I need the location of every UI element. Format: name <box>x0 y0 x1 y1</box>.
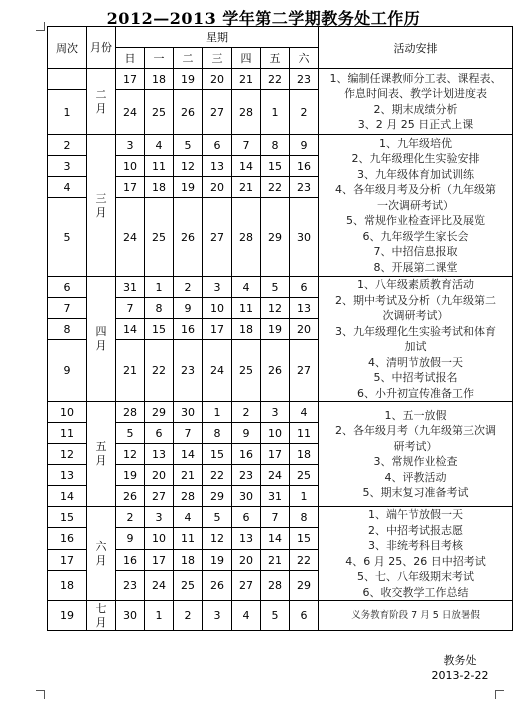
month-cell-mar <box>87 135 116 277</box>
week-cell: 17 <box>48 549 87 570</box>
day-cell: 12 <box>116 444 145 465</box>
day-cell: 8 <box>145 298 174 319</box>
day-cell: 16 <box>174 319 203 340</box>
day-cell: 18 <box>174 549 203 570</box>
activity-line: 2、期中考试及分析（九年级第二 <box>335 293 496 307</box>
day-cell: 2 <box>174 601 203 631</box>
activities-may <box>319 402 513 507</box>
activity-line: 研考试） <box>393 439 438 453</box>
day-cell: 24 <box>116 198 145 277</box>
month-cell-feb <box>87 69 116 135</box>
day-cell: 20 <box>145 465 174 486</box>
day-cell: 18 <box>145 69 174 90</box>
day-cell: 22 <box>261 177 290 198</box>
day-cell: 8 <box>203 423 232 444</box>
day-cell: 27 <box>232 571 261 601</box>
day-cell: 21 <box>232 69 261 90</box>
day-cell: 31 <box>116 277 145 298</box>
day-cell: 23 <box>174 340 203 402</box>
month-char: 月 <box>95 553 107 567</box>
day-cell: 16 <box>232 444 261 465</box>
day-cell: 7 <box>261 507 290 528</box>
day-cell: 11 <box>232 298 261 319</box>
day-cell: 4 <box>232 601 261 631</box>
day-cell: 24 <box>116 90 145 135</box>
activity-line: 一次调研考试） <box>377 198 454 212</box>
day-cell: 15 <box>145 319 174 340</box>
day-cell: 7 <box>232 135 261 156</box>
activity-line: 1、端午节放假一天 <box>368 508 463 521</box>
day-cell: 28 <box>116 402 145 423</box>
day-cell: 20 <box>232 549 261 570</box>
day-cell: 17 <box>261 444 290 465</box>
week-cell: 12 <box>48 444 87 465</box>
day-cell: 29 <box>145 402 174 423</box>
month-char: 月 <box>95 615 107 629</box>
header-month: 月份 <box>87 27 116 69</box>
day-cell: 25 <box>145 198 174 277</box>
activity-line: 3、非统考科目考核 <box>368 539 463 552</box>
day-cell: 3 <box>116 135 145 156</box>
day-cell: 29 <box>261 198 290 277</box>
day-cell: 22 <box>290 549 319 570</box>
day-cell: 5 <box>261 601 290 631</box>
activity-line: 6、九年级学生家长会 <box>362 229 469 243</box>
activity-line: 5、中招考试报名 <box>373 371 458 384</box>
day-cell: 28 <box>232 198 261 277</box>
day-cell: 25 <box>232 340 261 402</box>
table-row <box>48 69 513 90</box>
day-cell: 1 <box>261 90 290 135</box>
day-cell: 8 <box>261 135 290 156</box>
week-cell: 8 <box>48 319 87 340</box>
day-cell: 20 <box>203 177 232 198</box>
month-cell-jul <box>87 601 116 631</box>
day-cell: 1 <box>203 402 232 423</box>
header-activities: 活动安排 <box>319 27 513 69</box>
day-cell: 17 <box>116 177 145 198</box>
day-cell: 12 <box>261 298 290 319</box>
day-cell: 3 <box>145 507 174 528</box>
day-cell: 12 <box>174 156 203 177</box>
office-name: 教务处 <box>443 654 477 667</box>
day-cell: 6 <box>232 507 261 528</box>
activity-line: 3、2 月 25 日正式上课 <box>357 118 474 131</box>
day-cell: 3 <box>261 402 290 423</box>
day-cell: 17 <box>116 69 145 90</box>
day-cell: 28 <box>232 90 261 135</box>
day-cell: 30 <box>290 198 319 277</box>
weekday-wed: 三 <box>203 48 232 69</box>
day-cell: 19 <box>203 549 232 570</box>
day-cell: 22 <box>261 69 290 90</box>
day-cell: 2 <box>116 507 145 528</box>
week-cell: 6 <box>48 277 87 298</box>
week-cell: 18 <box>48 571 87 601</box>
day-cell: 11 <box>174 528 203 549</box>
activity-line: 1、八年级素质教育活动 <box>357 278 474 291</box>
day-cell: 8 <box>290 507 319 528</box>
day-cell: 18 <box>145 177 174 198</box>
activity-line: 加试 <box>404 340 427 353</box>
day-cell: 5 <box>261 277 290 298</box>
activities-jul <box>319 601 513 631</box>
day-cell: 4 <box>174 507 203 528</box>
week-cell: 16 <box>48 528 87 549</box>
month-char: 六 <box>95 539 107 553</box>
week-cell: 9 <box>48 340 87 402</box>
day-cell: 23 <box>116 571 145 601</box>
day-cell: 11 <box>290 423 319 444</box>
weekday-mon: 一 <box>145 48 174 69</box>
activity-line: 4、清明节放假一天 <box>368 355 463 369</box>
week-cell: 15 <box>48 507 87 528</box>
activities-jun <box>319 507 513 601</box>
activity-line: 义务教育阶段 7 月 5 日放暑假 <box>351 609 480 621</box>
day-cell: 23 <box>232 465 261 486</box>
day-cell: 4 <box>232 277 261 298</box>
table-row <box>48 507 513 528</box>
week-cell: 4 <box>48 177 87 198</box>
day-cell: 26 <box>116 486 145 507</box>
activity-line: 1、编制任课教师分工表、课程表、 <box>329 71 502 85</box>
day-cell: 14 <box>261 528 290 549</box>
day-cell: 24 <box>203 340 232 402</box>
activity-line: 2、中招考试报志愿 <box>368 523 463 537</box>
activity-line: 5、常规作业检查评比及展览 <box>346 214 485 228</box>
day-cell: 5 <box>174 135 203 156</box>
header-weekdays-group: 星期 <box>116 27 319 48</box>
day-cell: 24 <box>261 465 290 486</box>
week-cell <box>48 69 87 90</box>
month-char: 二 <box>95 87 107 101</box>
day-cell: 22 <box>203 465 232 486</box>
day-cell: 23 <box>290 69 319 90</box>
day-cell: 6 <box>145 423 174 444</box>
day-cell: 17 <box>145 549 174 570</box>
week-cell: 3 <box>48 156 87 177</box>
day-cell: 26 <box>261 340 290 402</box>
day-cell: 2 <box>232 402 261 423</box>
day-cell: 21 <box>232 177 261 198</box>
table-row <box>48 402 513 423</box>
activity-line: 4、6 月 25、26 日中招考试 <box>345 554 486 568</box>
day-cell: 18 <box>232 319 261 340</box>
activities-feb <box>319 69 513 135</box>
week-cell: 7 <box>48 298 87 319</box>
day-cell: 10 <box>116 156 145 177</box>
day-cell: 13 <box>232 528 261 549</box>
month-char: 月 <box>95 101 107 115</box>
table-row <box>48 277 513 298</box>
corner-crop-mark <box>495 690 504 699</box>
day-cell: 27 <box>203 90 232 135</box>
day-cell: 9 <box>290 135 319 156</box>
month-char: 五 <box>95 440 107 453</box>
activity-line: 8、开展第二课堂 <box>373 260 458 274</box>
activity-line: 3、九年级理化生实验考试和体育 <box>335 324 496 338</box>
header-row <box>48 27 513 48</box>
day-cell: 16 <box>290 156 319 177</box>
day-cell: 2 <box>174 277 203 298</box>
weekday-tue: 二 <box>174 48 203 69</box>
day-cell: 3 <box>203 601 232 631</box>
month-char: 三 <box>95 191 107 205</box>
day-cell: 30 <box>232 486 261 507</box>
activities-mar <box>319 135 513 277</box>
day-cell: 25 <box>290 465 319 486</box>
activity-line: 1、九年级培优 <box>379 136 452 150</box>
day-cell: 20 <box>203 69 232 90</box>
page-title: 2012—2013 学年第二学期教务处工作历 <box>106 9 421 28</box>
day-cell: 24 <box>145 571 174 601</box>
weekday-sat: 六 <box>290 48 319 69</box>
day-cell: 14 <box>174 444 203 465</box>
day-cell: 14 <box>116 319 145 340</box>
weekday-fri: 五 <box>261 48 290 69</box>
day-cell: 15 <box>203 444 232 465</box>
day-cell: 10 <box>145 528 174 549</box>
activity-line: 2、期末成绩分析 <box>373 102 458 116</box>
week-cell: 19 <box>48 601 87 631</box>
day-cell: 25 <box>174 571 203 601</box>
weekday-thu: 四 <box>232 48 261 69</box>
day-cell: 10 <box>203 298 232 319</box>
day-cell: 7 <box>174 423 203 444</box>
activity-line: 5、期末复习准备考试 <box>362 486 469 499</box>
activity-line: 6、收交教学工作总结 <box>362 585 469 599</box>
day-cell: 5 <box>116 423 145 444</box>
table-row <box>48 135 513 156</box>
day-cell: 13 <box>290 298 319 319</box>
month-cell-may <box>87 402 116 507</box>
day-cell: 1 <box>145 277 174 298</box>
day-cell: 13 <box>203 156 232 177</box>
day-cell: 29 <box>203 486 232 507</box>
day-cell: 30 <box>116 601 145 631</box>
day-cell: 19 <box>174 177 203 198</box>
month-char: 月 <box>95 339 107 352</box>
day-cell: 27 <box>290 340 319 402</box>
day-cell: 25 <box>145 90 174 135</box>
activity-line: 5、七、八年级期末考试 <box>357 570 474 583</box>
day-cell: 28 <box>174 486 203 507</box>
activity-line: 3、常规作业检查 <box>373 455 458 468</box>
day-cell: 19 <box>174 69 203 90</box>
day-cell: 17 <box>203 319 232 340</box>
day-cell: 20 <box>290 319 319 340</box>
day-cell: 19 <box>116 465 145 486</box>
day-cell: 9 <box>232 423 261 444</box>
day-cell: 28 <box>261 571 290 601</box>
day-cell: 1 <box>290 486 319 507</box>
day-cell: 1 <box>145 601 174 631</box>
header-week: 周次 <box>48 27 87 69</box>
week-cell: 13 <box>48 465 87 486</box>
activity-line: 2、九年级理化生实验安排 <box>351 152 480 166</box>
day-cell: 23 <box>290 177 319 198</box>
day-cell: 9 <box>116 528 145 549</box>
month-cell-jun <box>87 507 116 601</box>
day-cell: 31 <box>261 486 290 507</box>
table-row <box>48 601 513 631</box>
day-cell: 26 <box>203 571 232 601</box>
day-cell: 21 <box>174 465 203 486</box>
weekday-sun: 日 <box>116 48 145 69</box>
corner-crop-mark <box>36 690 45 699</box>
day-cell: 2 <box>290 90 319 135</box>
month-cell-apr <box>87 277 116 402</box>
activity-line: 次调研考试） <box>382 309 449 322</box>
day-cell: 6 <box>203 135 232 156</box>
activity-line: 作息时间表、教学计划进度表 <box>344 87 487 100</box>
day-cell: 3 <box>203 277 232 298</box>
month-char: 月 <box>95 454 107 467</box>
day-cell: 19 <box>261 319 290 340</box>
day-cell: 29 <box>290 571 319 601</box>
corner-crop-mark <box>36 22 45 31</box>
activity-line: 1、五一放假 <box>384 408 447 422</box>
signature-date: 2013-2-22 <box>431 669 489 682</box>
signature-block <box>420 653 500 683</box>
day-cell: 30 <box>174 402 203 423</box>
day-cell: 22 <box>145 340 174 402</box>
month-char: 七 <box>95 601 107 615</box>
week-cell: 5 <box>48 198 87 277</box>
schedule-table <box>47 26 513 631</box>
day-cell: 11 <box>145 156 174 177</box>
day-cell: 4 <box>145 135 174 156</box>
day-cell: 15 <box>290 528 319 549</box>
day-cell: 21 <box>261 549 290 570</box>
week-cell: 2 <box>48 135 87 156</box>
month-char: 四 <box>95 325 107 338</box>
day-cell: 14 <box>232 156 261 177</box>
day-cell: 15 <box>261 156 290 177</box>
activity-line: 3、九年级体育加试训练 <box>357 167 474 181</box>
week-cell: 1 <box>48 90 87 135</box>
activities-apr <box>319 277 513 402</box>
day-cell: 5 <box>203 507 232 528</box>
day-cell: 7 <box>116 298 145 319</box>
activity-line: 7、中招信息报取 <box>373 245 458 259</box>
activity-line: 2、各年级月考（九年级第三次调 <box>335 424 496 437</box>
day-cell: 21 <box>116 340 145 402</box>
day-cell: 12 <box>203 528 232 549</box>
day-cell: 6 <box>290 601 319 631</box>
week-cell: 14 <box>48 486 87 507</box>
activity-line: 6、小升初宣传准备工作 <box>357 386 474 400</box>
activity-line: 4、各年级月考及分析（九年级第 <box>335 183 496 197</box>
day-cell: 27 <box>145 486 174 507</box>
day-cell: 13 <box>145 444 174 465</box>
week-cell: 10 <box>48 402 87 423</box>
week-cell: 11 <box>48 423 87 444</box>
day-cell: 9 <box>174 298 203 319</box>
day-cell: 4 <box>290 402 319 423</box>
day-cell: 16 <box>116 549 145 570</box>
day-cell: 26 <box>174 90 203 135</box>
day-cell: 26 <box>174 198 203 277</box>
activity-line: 4、评教活动 <box>384 470 447 484</box>
day-cell: 6 <box>290 277 319 298</box>
month-char: 月 <box>95 205 107 219</box>
day-cell: 10 <box>261 423 290 444</box>
day-cell: 27 <box>203 198 232 277</box>
day-cell: 18 <box>290 444 319 465</box>
